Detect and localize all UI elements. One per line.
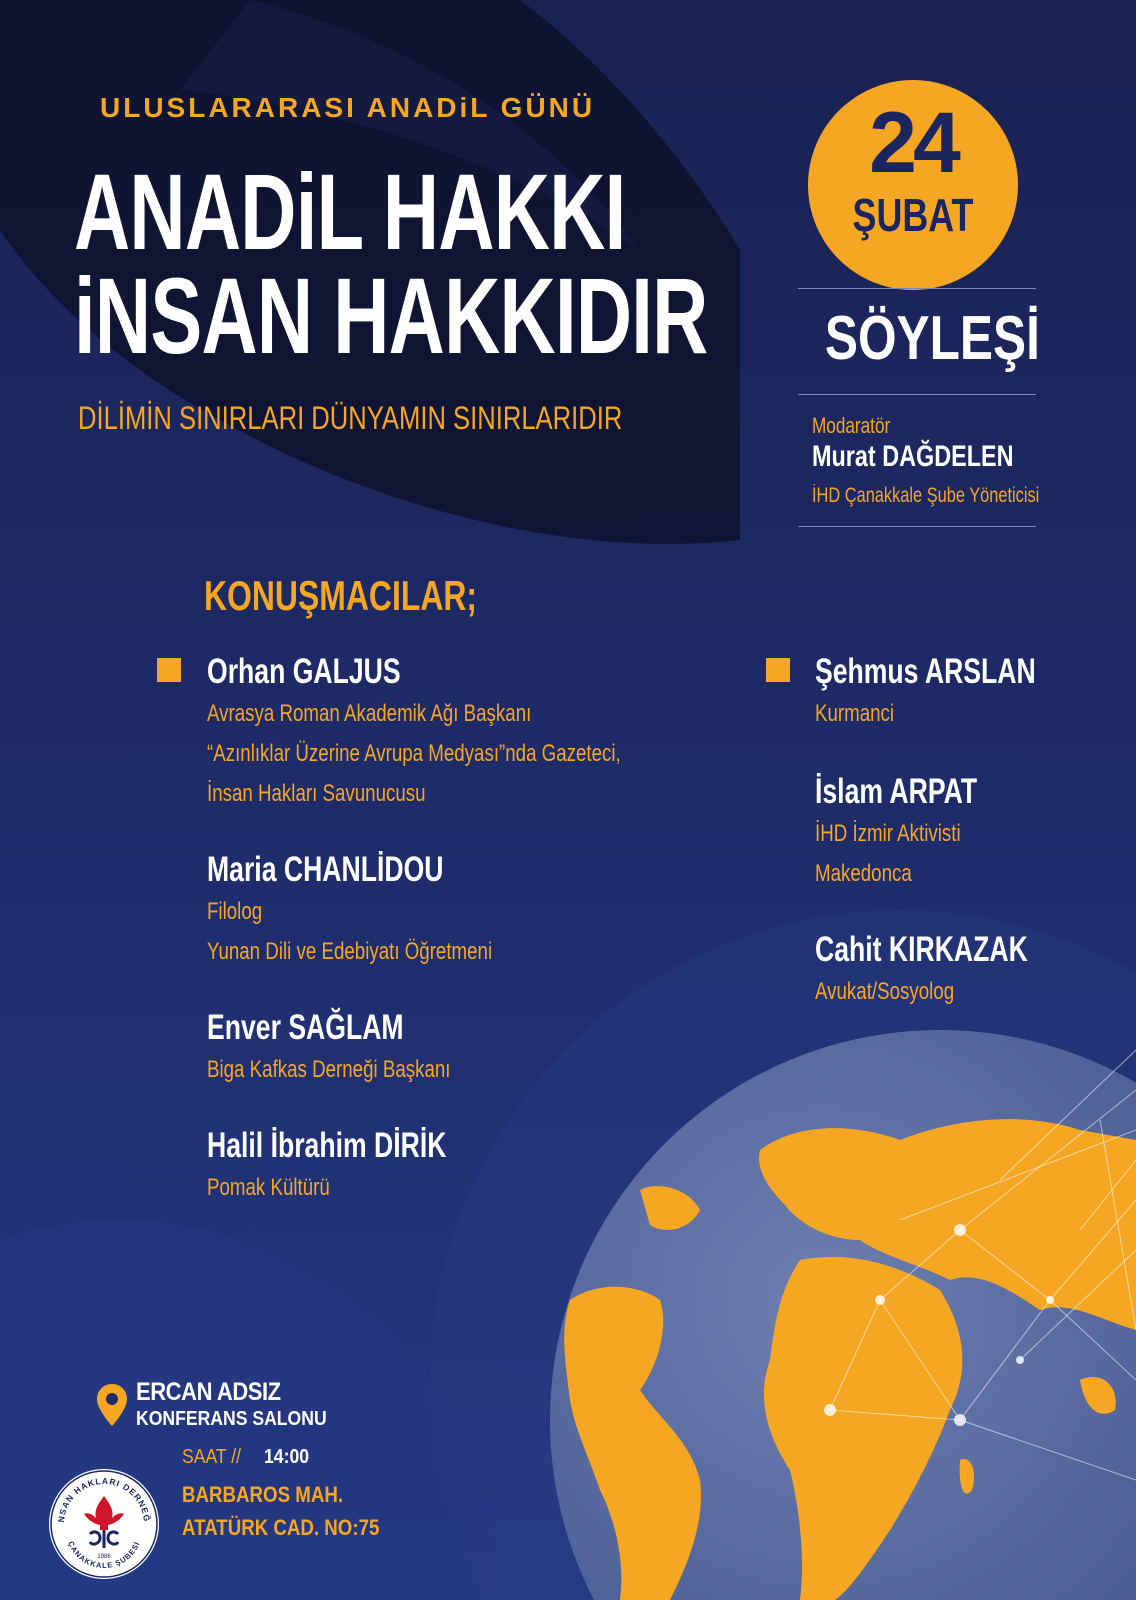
speaker-detail: Avukat/Sosyolog	[815, 978, 955, 1005]
venue-name: ERCAN ADSIZ	[136, 1378, 281, 1406]
speakers-heading: KONUŞMACILAR;	[204, 572, 478, 619]
logo-ring-bottom: ÇANAKKALE ŞUBESİ	[66, 1539, 142, 1571]
time-value: 14:00	[264, 1446, 310, 1468]
speaker-name: Cahit KIRKAZAK	[815, 930, 1028, 969]
time-label: SAAT //	[182, 1446, 242, 1468]
speaker-detail: Kurmanci	[815, 700, 895, 727]
event-kicker: ULUSLARARASI ANADiL GÜNÜ	[100, 92, 596, 123]
bullet-right	[766, 658, 790, 682]
divider-top	[798, 288, 1036, 289]
speaker-name: Halil İbrahim DİRİK	[207, 1126, 447, 1165]
speaker-detail: Biga Kafkas Derneği Başkanı	[207, 1056, 451, 1083]
date-month: ŞUBAT	[852, 189, 974, 241]
speaker-name: Enver SAĞLAM	[207, 1008, 404, 1047]
location-pin-icon	[94, 1382, 130, 1428]
address-line-1: BARBAROS MAH.	[182, 1482, 344, 1507]
speaker-name: Şehmus ARSLAN	[815, 652, 1036, 691]
speaker-detail: Pomak Kültürü	[207, 1174, 330, 1201]
divider-bottom	[798, 526, 1036, 527]
date-badge	[808, 80, 1018, 290]
speaker-detail: İHD İzmir Aktivisti	[815, 820, 961, 847]
speaker-detail: İnsan Hakları Savunucusu	[207, 780, 426, 807]
speaker-detail: Yunan Dili ve Edebiyatı Öğretmeni	[207, 938, 493, 965]
moderator-role: İHD Çanakkale Şube Yöneticisi	[812, 484, 1040, 507]
bullet-left	[157, 658, 181, 682]
speaker-detail: Makedonca	[815, 860, 912, 887]
speaker-name: Orhan GALJUS	[207, 652, 401, 691]
venue-hall: KONFERANS SALONU	[136, 1408, 327, 1430]
speaker-name: İslam ARPAT	[815, 772, 978, 811]
logo-ring-top: NSAN HAKLARI DERNEĞ	[55, 1475, 153, 1523]
title-line-1: ANADiL HAKKI	[74, 151, 626, 272]
speaker-detail: Filolog	[207, 898, 263, 925]
divider-middle	[798, 394, 1036, 395]
moderator-label: Modaratör	[812, 413, 891, 438]
speaker-name: Maria CHANLİDOU	[207, 850, 444, 889]
event-type	[798, 304, 1040, 373]
title-line-2: iNSAN HAKKIDIR	[74, 255, 708, 376]
speaker-detail: “Azınlıklar Üzerine Avrupa Medyası”nda Gazeteci,	[207, 740, 621, 767]
address-line-2: ATATÜRK CAD. NO:75	[182, 1515, 380, 1540]
logo-year: 1986	[97, 1554, 111, 1560]
event-type-label: SÖYLEŞİ	[824, 304, 1040, 373]
organization-logo	[48, 1468, 160, 1580]
speaker-detail: Avrasya Roman Akademik Ağı Başkanı	[207, 700, 532, 727]
subtitle: DİLİMİN SINIRLARI DÜNYAMIN SINIRLARIDIR	[78, 400, 623, 436]
moderator-name: Murat DAĞDELEN	[812, 440, 1014, 473]
date-day: 24	[869, 95, 957, 191]
